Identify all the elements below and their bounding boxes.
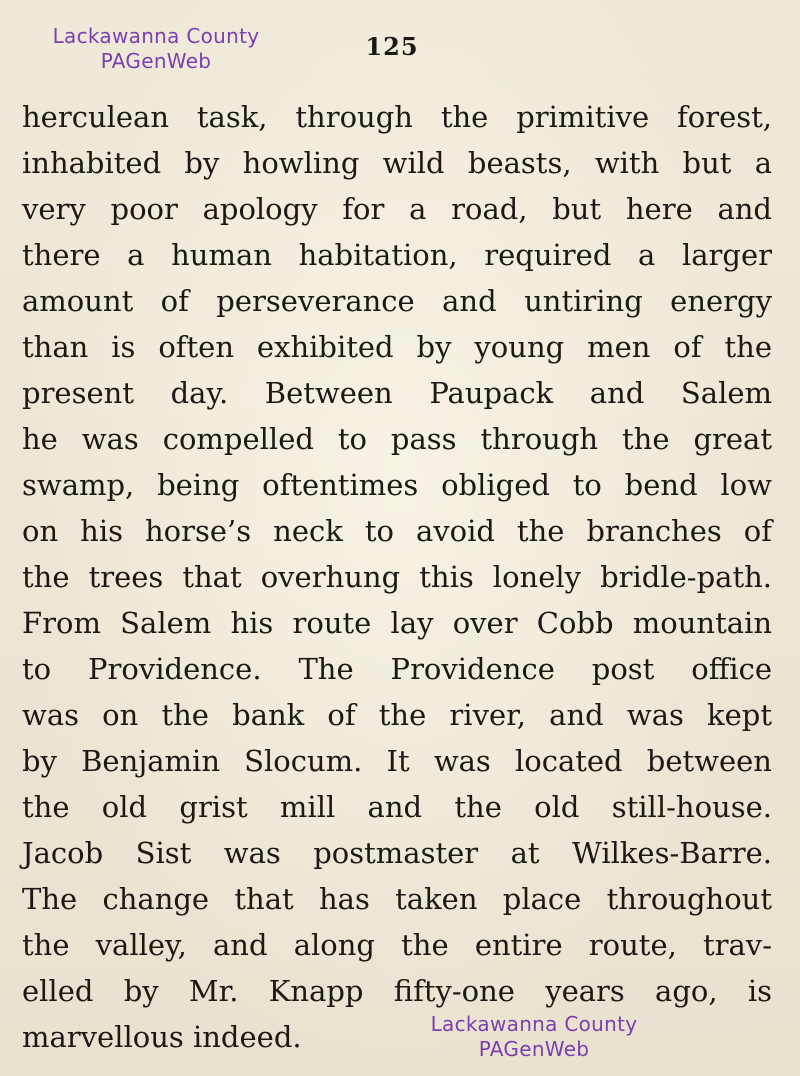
watermark-top-line1: Lackawanna County bbox=[52, 24, 260, 48]
text-line: Jacob Sist was postmaster at Wilkes-Barre. bbox=[22, 836, 772, 870]
text-line: inhabited by howling wild beasts, with but a bbox=[22, 146, 772, 180]
text-line: on his horse’s neck to avoid the branches of bbox=[22, 514, 772, 548]
text-line: the trees that overhung this lonely bridle-path. bbox=[22, 560, 772, 594]
text-line-last: marvellous indeed. bbox=[22, 1020, 302, 1054]
text-line: than is often exhibited by young men of the bbox=[22, 330, 772, 364]
watermark-bottom-line2: PAGenWeb bbox=[478, 1037, 590, 1061]
text-line: present day. Between Paupack and Salem bbox=[22, 376, 772, 410]
watermark-top bbox=[20, 24, 292, 74]
text-line: the valley, and along the entire route, trav- bbox=[22, 928, 772, 962]
text-line: the old grist mill and the old still-house. bbox=[22, 790, 772, 824]
text-line: very poor apology for a road, but here and bbox=[22, 192, 772, 226]
text-line: amount of perseverance and untiring energy bbox=[22, 284, 772, 318]
page-number: 125 bbox=[365, 32, 419, 61]
body-text bbox=[22, 94, 772, 1060]
watermark-top-line2: PAGenWeb bbox=[100, 49, 212, 73]
text-line: to Providence. The Providence post office bbox=[22, 652, 772, 686]
watermark-bottom-line1: Lackawanna County bbox=[430, 1012, 638, 1036]
text-line: there a human habitation, required a larger bbox=[22, 238, 772, 272]
text-line: swamp, being oftentimes obliged to bend low bbox=[22, 468, 772, 502]
text-line: herculean task, through the primitive forest, bbox=[22, 100, 772, 134]
text-line: elled by Mr. Knapp fifty-one years ago, is bbox=[22, 974, 772, 1008]
watermark-bottom bbox=[398, 1012, 670, 1062]
text-line: was on the bank of the river, and was kept bbox=[22, 698, 772, 732]
text-line: he was compelled to pass through the great bbox=[22, 422, 772, 456]
text-line: From Salem his route lay over Cobb mountain bbox=[22, 606, 772, 640]
text-line: The change that has taken place throughout bbox=[22, 882, 772, 916]
text-line: by Benjamin Slocum. It was located between bbox=[22, 744, 772, 778]
